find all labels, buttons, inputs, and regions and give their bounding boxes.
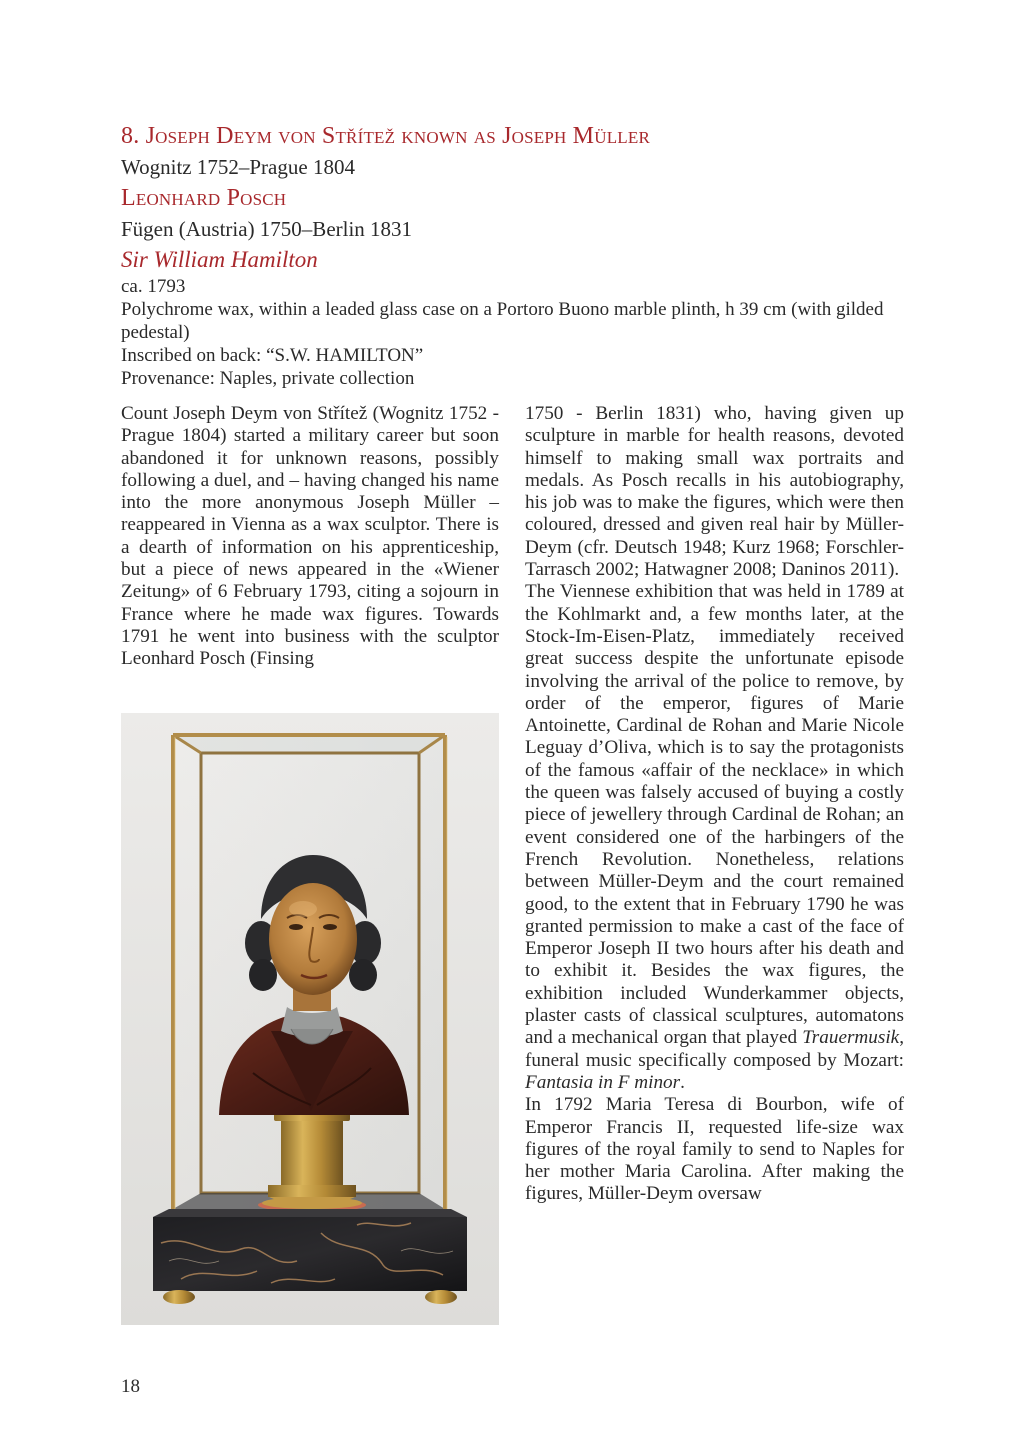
body-text-right-column [525,403,904,1206]
body-paragraph: 1750 - Berlin 1831) who, having given up sculpture in marble for health reasons, devoted himself to making small wax portraits and medals. As Posch recalls in his autobiography, his job was to make the figures, which were then coloured, dressed and given real hair by Müller-Deym (cfr. Deutsch 1948; Kurz 1968; Forschler-Tarrasch 2002; Hatwagner 2008; Daninos 2011). [525,403,904,581]
italic-work-title: Fantasia in F minor [525,1071,681,1093]
artwork-date: ca. 1793 [121,276,186,297]
artist-dates-secondary: Fügen (Austria) 1750–Berlin 1831 [121,217,413,241]
artist-dates-primary: Wognitz 1752–Prague 1804 [121,155,355,179]
artwork-inscription: Inscribed on back: “S.W. HAMILTON” [121,345,424,366]
artist-name-primary: 8. Joseph Deym von Střítež known as Joseph Müller [121,123,650,149]
body-paragraph: Count Joseph Deym von Střítež (Wognitz 1752 - Prague 1804) started a military career but soon abandoned it for unknown reasons, possibly following a duel, and – having changed his name into the more anonymous Joseph Müller – reappeared in Vienna as a wax sculptor. There is a dearth of information on his apprenticeship, but a piece of news appeared in the «Wiener Zeitung» of 6 February 1793, citing a sojourn in France where he made wax figures. Towards 1791 he went into business with the sculptor Leonhard Posch (Finsing [121,403,499,670]
page-number: 18 [121,1376,140,1397]
artwork-medium: Polychrome wax, within a leaded glass case on a Portoro Buono marble plinth, h 39 cm (with gilded pedestal) [121,299,884,343]
body-text-left-column [121,403,499,671]
body-text-run: . [680,1071,685,1093]
body-paragraph: In 1792 Maria Teresa di Bourbon, wife of Emperor Francis II, requested life-size wax figures of the royal family to send to Naples for her mother Maria Carolina. After making the figures, Müller-Deym oversaw [525,1094,904,1205]
body-text-run: , funeral music specifically composed by Mozart: [525,1027,904,1071]
italic-work-title: Trauermusik [802,1027,900,1049]
artwork-provenance: Provenance: Naples, private collection [121,368,415,389]
body-text-run: The Viennese exhibition that was held in 1789 at the Kohlmarkt and, a few months later, at the Stock-Im-Eisen-Platz, immediately received great success despite the unfortunate episode involving the arrival of the police to remove, by order of the emperor, figures of Marie Antoinette, Cardinal de Rohan and Marie Nicole Leguay d’Oliva, which is to say the protagonists of the famous «affair of the necklace» in which the queen was falsely accused of buying a costly piece of jewellery through Cardinal de Rohan; an event considered one of the harbingers of the French Revolution. Nonetheless, relations between Müller-Deym and the court remained good, to the extent that in February 1790 he was granted permission to make a cast of the face of Emperor Joseph II two hours after his death and to exhibit it. Besides the wax figures, the exhibition included Wunderkammer objects, plaster casts of classical sculptures, automatons and a mechanical organ that played [525,581,904,1049]
artist-name-secondary: Leonhard Posch [121,185,287,211]
artwork-title: Sir William Hamilton [121,247,318,272]
artwork-photograph [121,713,499,1325]
body-paragraph [525,581,904,1094]
catalogue-entry-header [121,120,921,390]
wax-bust-in-glass-case-image [121,713,499,1325]
